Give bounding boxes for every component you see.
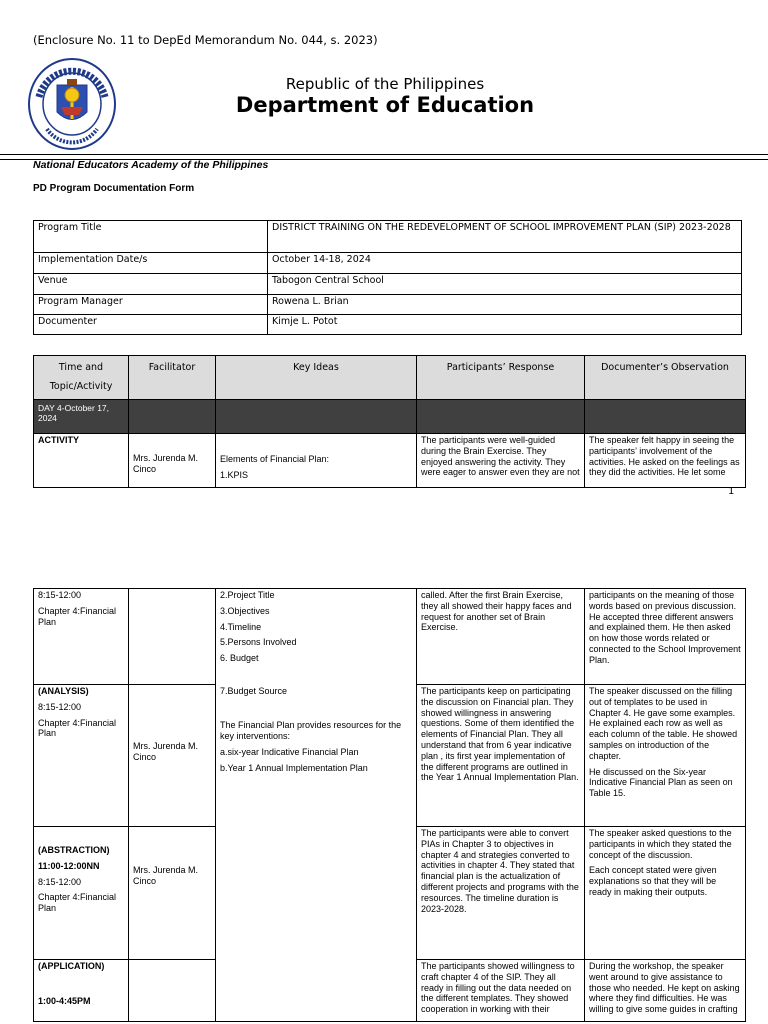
time-text: 1:00-4:45PM [38,995,91,1006]
phase-label: (ABSTRACTION) [38,845,110,855]
venue-value: Tabogon Central School [268,274,742,295]
documenter-label: Documenter [34,315,268,335]
table-row [34,253,742,274]
phase-label: (APPLICATION) [38,961,105,971]
facilitator-name: Mrs. Jurenda M. Cinco [133,865,199,886]
facilitator-cell [129,685,216,827]
observation-paragraph: The speaker discussed on the filling out of templates to be used in Chapter 4. He gave some examples. He explained each row as well as each column of the table. He showed samples on introduction of the chapter. [589,686,738,761]
program-info-table [33,220,742,335]
table-row [34,315,742,335]
observation-paragraph: Each concept stated were given explanations so that they will be ready in making their outputs. [589,865,717,897]
academy-name: National Educators Academy of the Philippines [33,159,269,171]
phase-label: (ANALYSIS) [38,686,89,696]
response-cell: called. After the first Brain Exercise, they all showed their happy faces and request for another set of Brain Exercise. [417,589,585,685]
key-idea: 2.Project Title [220,590,275,600]
key-idea: b.Year 1 Annual Implementation Plan [220,762,368,773]
program-manager-value: Rowena L. Brian [268,295,742,315]
topic-cell [34,960,129,1022]
key-idea: a.six-year Indicative Financial Plan [220,746,359,757]
response-cell: The participants showed willingness to craft chapter 4 of the SIP. They all ready in filling out the data needed on the different templates. They showed cooperation in working with their [417,960,585,1022]
topic-cell [34,685,129,827]
table-row [34,221,742,253]
observation-cell [585,685,746,827]
topic-text: Chapter 4:Financial Plan [38,717,117,739]
topic-cell [34,589,129,685]
key-ideas-cell [216,434,417,488]
column-header-response: Participants’ Response [417,356,585,400]
deped-seal-logo [27,57,117,151]
time-text: 8:15-12:00 [38,590,82,600]
header-divider [0,154,768,155]
republic-heading: Republic of the Philippines [285,75,485,93]
key-idea: 6. Budget [220,653,259,664]
key-idea: 1.KPIS [220,469,249,480]
time-text: 11:00-12:00NN [38,860,100,871]
day-label: DAY 4-October 17, 2024 [34,400,129,434]
observation-cell: During the workshop, the speaker went around to give assistance to those who needed. He kept on asking where they find difficulties. He was willing to give some guides in crafting [585,960,746,1022]
documenter-value: Kimje L. Potot [268,315,742,335]
facilitator-name: Mrs. Jurenda M. Cinco [133,741,199,762]
column-header-observation: Documenter’s Observation [585,356,746,400]
facilitator-cell [129,960,216,1022]
header-topic-line: Topic/Activity [49,380,113,392]
page-number: 1 [728,486,735,497]
observation-paragraph: He discussed on the Six-year Indicative Financial Plan as seen on Table 15. [589,766,733,799]
table-header-row [34,356,746,400]
form-title: PD Program Documentation Form [33,183,195,194]
table-row [34,295,742,315]
response-cell: The participants were well-guided during the Brain Exercise. They enjoyed answering the activity. They were eager to answer even they are not [417,434,585,488]
documentation-table-page1 [33,355,746,488]
program-manager-label: Program Manager [34,295,268,315]
enclosure-reference: (Enclosure No. 11 to DepEd Memorandum No. 044, s. 2023) [33,33,378,47]
topic-cell [34,434,129,488]
topic-text: Chapter 4:Financial Plan [38,605,117,627]
table-row [34,434,746,488]
key-idea: Elements of Financial Plan: [220,454,330,465]
key-idea: 4.Timeline [220,621,262,632]
key-ideas-cell [216,685,417,1022]
observation-cell: participants on the meaning of those words based on previous discussion. He accepted three different answers and explained them. He then asked on how those words related or connected to the School Improvement Plan. [585,589,746,685]
column-header-key-ideas: Key Ideas [216,356,417,400]
facilitator-name: Mrs. Jurenda M. Cinco [133,453,199,474]
topic-text: Chapter 4:Financial Plan [38,892,117,914]
column-header-time-topic [34,356,129,400]
department-heading: Department of Education [235,93,535,117]
table-row [34,589,746,685]
key-idea: 7.Budget Source [220,685,288,696]
response-cell: The participants were able to convert PIAs in Chapter 3 to objectives in chapter 4 and strategies converted to activities in chapter 4. They stated that financial plan is the actualization of different projects and programs with the resources. The timeline duration is 2023-2028. [417,827,585,960]
venue-label: Venue [34,274,268,295]
key-idea: 3.Objectives [220,605,270,616]
documentation-table-page2 [33,588,746,1022]
program-title-label: Program Title [34,221,268,253]
response-cell: The participants keep on participating the discussion on Financial plan. They showed willingness in answering questions. Some of them identified the elements of Financial Plan. They all understand that from 6 year indicative plan , its first year implementation of the different programs are outlined in the Year 1 Annual Implementation Plan. [417,685,585,827]
activity-label: ACTIVITY [38,435,80,446]
facilitator-cell [129,434,216,488]
time-text: 8:15-12:00 [38,876,82,887]
column-header-facilitator: Facilitator [129,356,216,400]
header-time-line: Time and [58,362,104,373]
table-row [34,685,746,827]
time-text: 8:15-12:00 [38,701,82,712]
topic-cell [34,827,129,960]
day-row [34,400,746,434]
observation-cell: The speaker felt happy in seeing the participants’ involvement of the activities. He asked on the feelings as they did the activities. He let some [585,434,746,488]
key-idea: 5.Persons Involved [220,637,297,648]
implementation-date-label: Implementation Date/s [34,253,268,274]
facilitator-cell [129,827,216,960]
facilitator-cell [129,589,216,685]
key-ideas-cell [216,589,417,685]
program-title-value: DISTRICT TRAINING ON THE REDEVELOPMENT OF SCHOOL IMPROVEMENT PLAN (SIP) 2023-2028 [268,221,742,253]
observation-cell [585,827,746,960]
table-row [34,274,742,295]
observation-paragraph: The speaker asked questions to the participants in which they stated the concept of the discussion. [589,828,732,860]
implementation-date-value: October 14-18, 2024 [268,253,742,274]
key-idea: The Financial Plan provides resources for the key interventions: [220,720,402,742]
